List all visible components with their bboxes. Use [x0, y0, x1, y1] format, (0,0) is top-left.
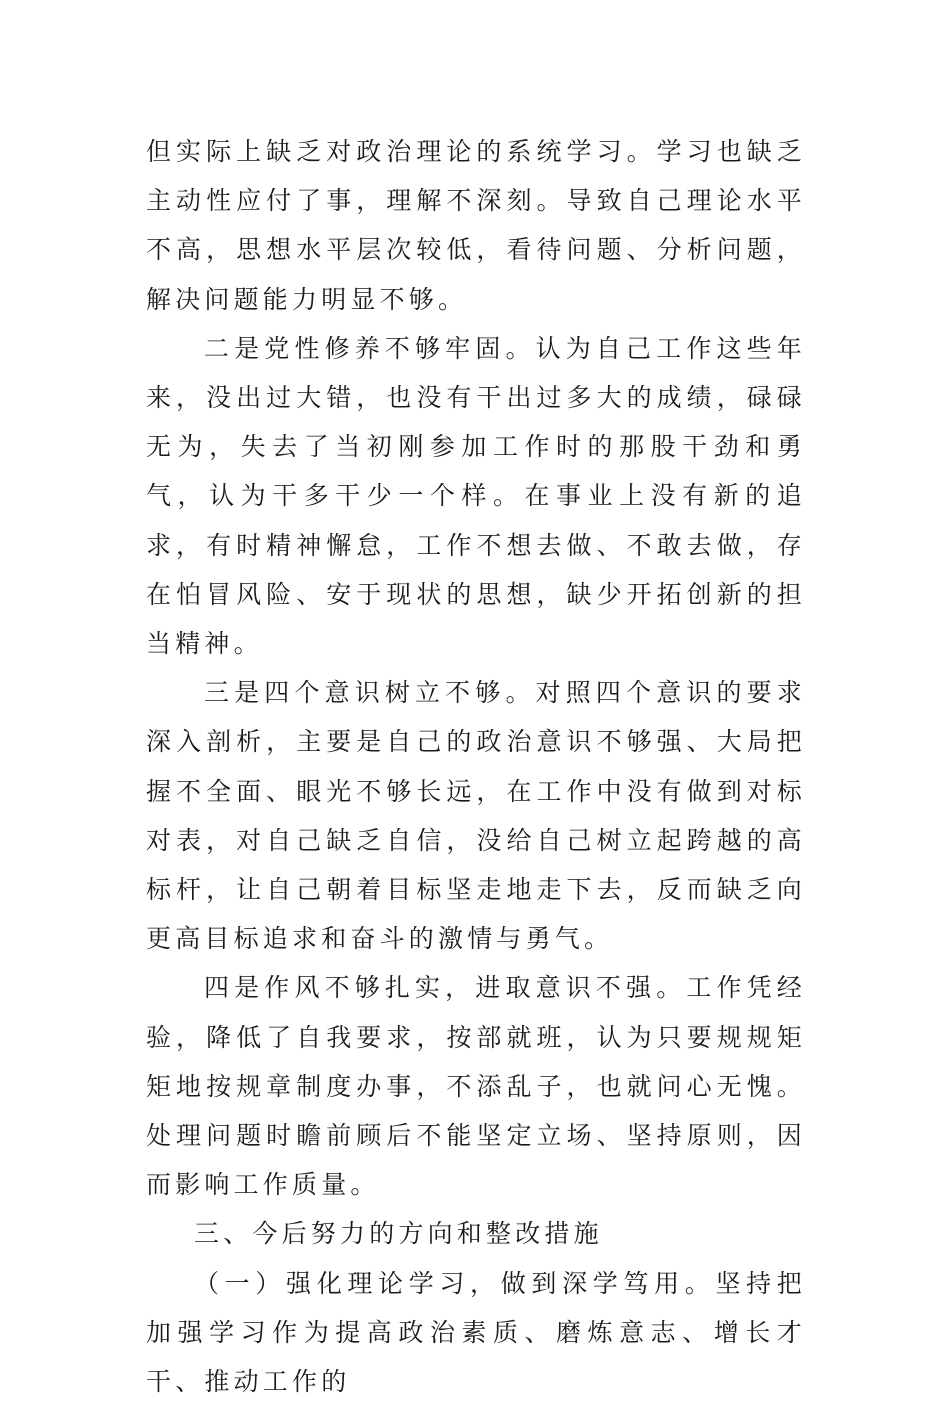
- section-heading: 三、今后努力的方向和整改措施: [194, 1219, 603, 1249]
- paragraph-four-consciousness: 三是四个意识树立不够。对照四个意识的要求深入剖析，主要是自己的政治意识不够强、大局把握不全面、眼光不够长远，在工作中没有做到对标对表，对自己缺乏自信，没给自己树立起跨越的高标杆，让自己朝着目标坚走地走下去，反而缺乏向更高目标追求和奋斗的激情与勇气。: [146, 678, 806, 954]
- paragraph-party-spirit: 二是党性修养不够牢固。认为自己工作这些年来，没出过大错，也没有干出过多大的成绩，碌碌无为，失去了当初刚参加工作时的那股干劲和勇气，认为干多干少一个样。在事业上没有新的追求，有时精神懈怠，工作不想去做、不敢去做，存在怕冒风险、安于现状的思想，缺少开拓创新的担当精神。: [146, 333, 806, 659]
- paragraph-continuation: 但实际上缺乏对政治理论的系统学习。学习也缺乏主动性应付了事，理解不深刻。导致自己理论水平不高，思想水平层次较低，看待问题、分析问题，解决问题能力明显不够。: [146, 137, 806, 314]
- paragraph-theory-study: （一）强化理论学习，做到深学笃用。坚持把加强学习作为提高政治素质、磨炼意志、增长才干、推动工作的: [146, 1268, 806, 1397]
- paragraph-work-style: 四是作风不够扎实，进取意识不强。工作凭经验，降低了自我要求，按部就班，认为只要规规矩矩地按规章制度办事，不添乱子，也就问心无愧。处理问题时瞻前顾后不能坚定立场、坚持原则，因而影响工作质量。: [146, 973, 806, 1200]
- document-body: [146, 127, 806, 1406]
